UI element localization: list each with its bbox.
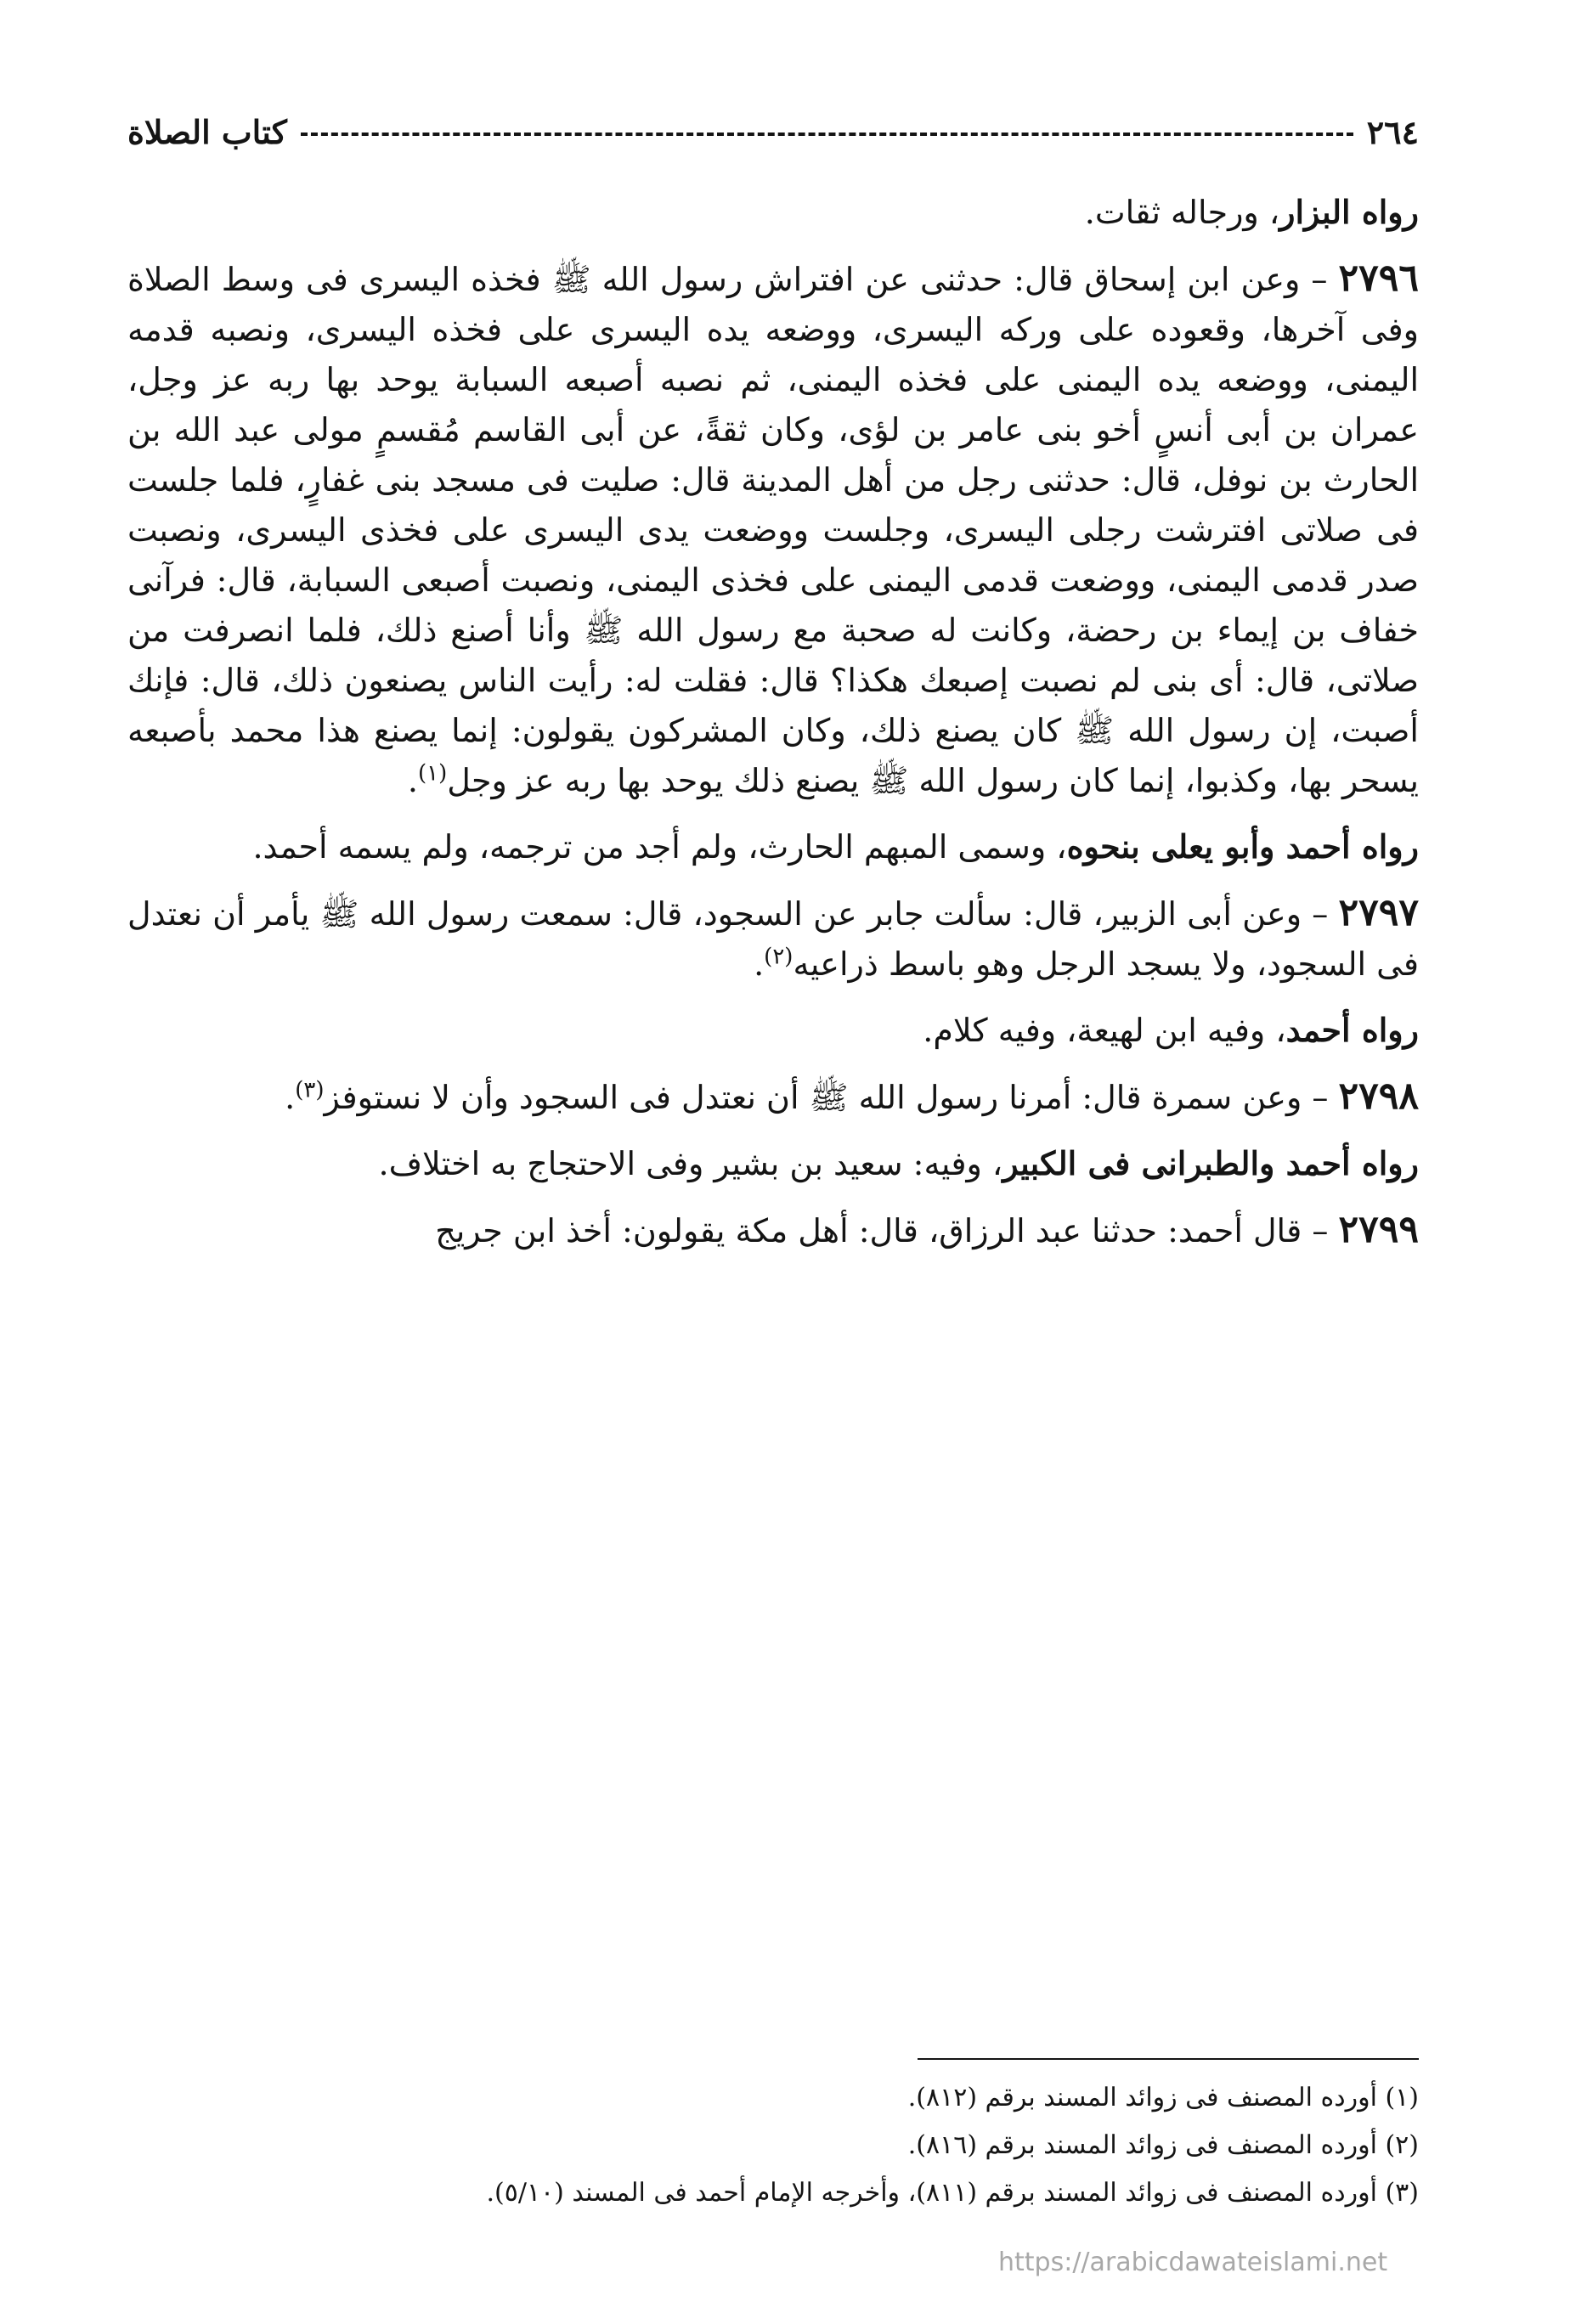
paragraph-source-note bbox=[127, 1138, 1419, 1189]
hadith-paragraph bbox=[127, 888, 1419, 990]
hadith-paragraph bbox=[127, 1071, 1419, 1123]
footnote: (٢) أورده المصنف فى زوائد المسند برقم (٨١٦). bbox=[907, 2130, 1419, 2160]
paragraph-text: ، ورجاله ثقات. bbox=[1084, 194, 1280, 231]
page-header bbox=[127, 102, 1419, 161]
hadith-number: ٢٧٩٦ bbox=[1338, 257, 1419, 300]
hadith-number: ٢٧٩٨ bbox=[1338, 1075, 1419, 1118]
hadith-paragraph bbox=[127, 253, 1419, 806]
page-body bbox=[127, 187, 1419, 1272]
source-attribution: رواه البزار bbox=[1279, 193, 1419, 231]
paragraph-source-note bbox=[127, 187, 1419, 238]
footnote-reference[interactable]: (٣) bbox=[295, 1077, 325, 1103]
paragraph-text: ، وسمى المبهم الحارث، ولم أجد من ترجمه، ولم يسمه أحمد. bbox=[252, 828, 1067, 866]
sentence-end: . bbox=[754, 945, 765, 983]
page-number: ٢٦٤ bbox=[1366, 112, 1419, 151]
hadith-text: – قال أحمد: حدثنا عبد الرزاق، قال: أهل مكة يقولون: أخذ ابن جريج bbox=[435, 1212, 1339, 1249]
sentence-end: . bbox=[285, 1079, 296, 1116]
footnote: (١) أورده المصنف فى زوائد المسند برقم (٨١٢). bbox=[907, 2083, 1419, 2112]
hadith-text: – وعن أبى الزبير، قال: سألت جابر عن السجود، قال: سمعت رسول الله ﷺ يأمر أن نعتدل فى السجود، ولا يسجد الرجل وهو باسط ذراعيه bbox=[127, 895, 1419, 983]
hadith-number: ٢٧٩٩ bbox=[1338, 1208, 1419, 1251]
sentence-end: . bbox=[407, 762, 418, 799]
paragraph-source-note bbox=[127, 821, 1419, 872]
watermark-url: https://arabicdawateislami.net bbox=[998, 2248, 1388, 2277]
hadith-paragraph bbox=[127, 1204, 1419, 1256]
source-attribution: رواه أحمد وأبو يعلى بنحوه bbox=[1066, 827, 1419, 866]
source-attribution: رواه أحمد والطبرانى فى الكبير bbox=[1002, 1144, 1419, 1182]
paragraph-text: ، وفيه: سعيد بن بشير وفى الاحتجاج به اختلاف. bbox=[378, 1145, 1003, 1182]
book-title: كتاب الصلاة bbox=[127, 112, 287, 151]
source-attribution: رواه أحمد bbox=[1285, 1011, 1419, 1049]
footnote-reference[interactable]: (٢) bbox=[764, 944, 794, 970]
hadith-text: – وعن سمرة قال: أمرنا رسول الله ﷺ أن نعتدل فى السجود وأن لا نستوفز bbox=[324, 1079, 1339, 1116]
book-page bbox=[127, 102, 1419, 2276]
footnote-separator bbox=[918, 2058, 1419, 2060]
header-dashed-rule bbox=[301, 133, 1353, 136]
footnotes bbox=[127, 2076, 1419, 2219]
paragraph-source-note bbox=[127, 1005, 1419, 1056]
footnote: (٣) أورده المصنف فى زوائد المسند برقم (٨١١)، وأخرجه الإمام أحمد فى المسند (٥/١٠). bbox=[486, 2178, 1419, 2208]
hadith-text: – وعن ابن إسحاق قال: حدثنى عن افتراش رسول الله ﷺ فخذه اليسرى فى وسط الصلاة وفى آخرها، وقعوده على وركه اليسرى، ووضعه يده اليسرى على فخذه اليسرى، ونصبه قدمه اليمنى، ووضعه يده اليمنى على فخذه اليمنى، ثم نصبه أصبعه السبابة يوحد بها ربه عز وجل، عمران بن أبى أنسٍ أخو بنى عامر بن لؤى، وكان ثقةً، عن أبى القاسم مُقسمٍ مولى عبد الله بن الحارث بن نوفل، قال: حدثنى رجل من أهل المدينة قال: صليت فى مسجد بنى غفارٍ، فلما جلست فى صلاتى افترشت رجلى اليسرى، وجلست ووضعت يدى اليسرى على فخذى اليسرى، ونصبت صدر قدمى اليمنى، ووضعت قدمى اليمنى على فخذى اليمنى، ونصبت أصبعى السبابة، قال: فرآنى خفاف بن إيماء بن رحضة، وكانت له صحبة مع رسول الله ﷺ وأنا أصنع ذلك، فلما انصرفت من صلاتى، قال: أى بنى لم نصبت إصبعك هكذا؟ قال: فقلت له: رأيت الناس يصنعون ذلك، قال: فإنك أصبت، إن رسول الله ﷺ كان يصنع ذلك، وكان المشركون يقولون: إنما يصنع هذا محمد بأصبعه يسحر بها، وكذبوا، إنما كان رسول الله ﷺ يصنع ذلك يوحد بها ربه عز وجل bbox=[127, 261, 1419, 799]
hadith-number: ٢٧٩٧ bbox=[1338, 891, 1419, 934]
paragraph-text: ، وفيه ابن لهيعة، وفيه كلام. bbox=[923, 1012, 1286, 1049]
footnote-reference[interactable]: (١) bbox=[417, 760, 448, 787]
